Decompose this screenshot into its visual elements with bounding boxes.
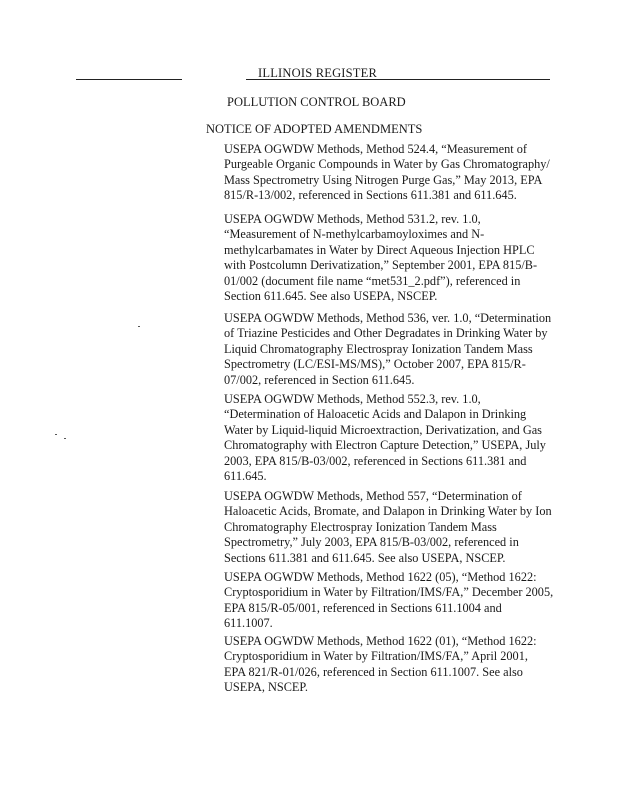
entry-line: methylcarbamates in Water by Direct Aqueous Injection HPLC — [224, 242, 535, 257]
entry-line: Cryptosporidium in Water by Filtration/IMS/FA,” April 2001, — [224, 649, 528, 664]
register-title: ILLINOIS REGISTER — [258, 66, 378, 80]
entry-line: 611.1007. — [224, 616, 273, 631]
notice-title: NOTICE OF ADOPTED AMENDMENTS — [206, 122, 423, 136]
entry-line: USEPA OGWDW Methods, Method 1622 (05), “Method 1622: — [224, 570, 537, 584]
scan-speck — [138, 326, 140, 327]
entry-line: “Determination of Haloacetic Acids and Dalapon in Drinking — [224, 407, 527, 422]
header-rule-left — [76, 79, 182, 80]
reference-entry — [224, 212, 564, 304]
reference-entry — [224, 311, 564, 388]
entry-line: Mass Spectrometry Using Nitrogen Purge Gas,” May 2013, EPA — [224, 172, 543, 187]
entry-line: Haloacetic Acids, Bromate, and Dalapon in Drinking Water by Ion — [224, 504, 552, 519]
entry-line: Sections 611.381 and 611.645. See also USEPA, NSCEP. — [224, 550, 506, 565]
entry-line: USEPA OGWDW Methods, Method 524.4, “Measurement of — [224, 142, 527, 156]
entry-line: Section 611.645. See also USEPA, NSCEP. — [224, 289, 438, 304]
board-title: POLLUTION CONTROL BOARD — [227, 95, 406, 109]
entry-line: with Postcolumn Derivatization,” September 2001, EPA 815/B- — [224, 258, 538, 273]
entry-line: 815/R-13/002, referenced in Sections 611.381 and 611.645. — [224, 188, 517, 203]
entry-line: 01/002 (document file name “met531_2.pdf”), referenced in — [224, 273, 521, 288]
entry-line: Chromatography with Electron Capture Detection,” USEPA, July — [224, 438, 546, 453]
entry-line: 611.645. — [224, 469, 267, 484]
entry-line: Liquid Chromatography Electrospray Ionization Tandem Mass — [224, 341, 533, 356]
reference-entry — [224, 634, 564, 696]
scan-speck — [64, 438, 66, 439]
entry-line: USEPA, NSCEP. — [224, 680, 308, 695]
entry-line: USEPA OGWDW Methods, Method 531.2, rev. 1.0, — [224, 212, 481, 226]
entry-line: Spectrometry (LC/ESI-MS/MS),” October 2007, EPA 815/R- — [224, 357, 526, 372]
entry-line: 07/002, referenced in Section 611.645. — [224, 372, 415, 387]
entry-line: Chromatography Electrospray Ionization Tandem Mass — [224, 519, 497, 534]
entry-line: “Measurement of N-methylcarbamoyloximes and N- — [224, 227, 485, 242]
entry-line: EPA 821/R-01/026, referenced in Section 611.1007. See also — [224, 664, 523, 679]
entry-line: of Triazine Pesticides and Other Degradates in Drinking Water by — [224, 326, 548, 341]
entry-line: USEPA OGWDW Methods, Method 552.3, rev. 1.0, — [224, 392, 481, 406]
entry-line: USEPA OGWDW Methods, Method 557, “Determination of — [224, 489, 522, 503]
entry-line: Purgeable Organic Compounds in Water by Gas Chromatography/ — [224, 157, 550, 172]
reference-entry — [224, 489, 564, 566]
entry-line: USEPA OGWDW Methods, Method 536, ver. 1.0, “Determination — [224, 311, 552, 325]
entry-line: EPA 815/R-05/001, referenced in Sections 611.1004 and — [224, 600, 502, 615]
reference-entry — [224, 142, 564, 204]
entry-line: USEPA OGWDW Methods, Method 1622 (01), “Method 1622: — [224, 634, 537, 648]
entry-line: 2003, EPA 815/B-03/002, referenced in Sections 611.381 and — [224, 453, 527, 468]
reference-entry — [224, 392, 564, 484]
entry-line: Water by Liquid-liquid Microextraction, Derivatization, and Gas — [224, 422, 542, 437]
entry-line: Cryptosporidium in Water by Filtration/IMS/FA,” December 2005, — [224, 585, 554, 600]
reference-entry — [224, 570, 564, 632]
entry-line: Spectrometry,” July 2003, EPA 815/B-03/002, referenced in — [224, 535, 519, 550]
scan-speck — [55, 434, 57, 435]
